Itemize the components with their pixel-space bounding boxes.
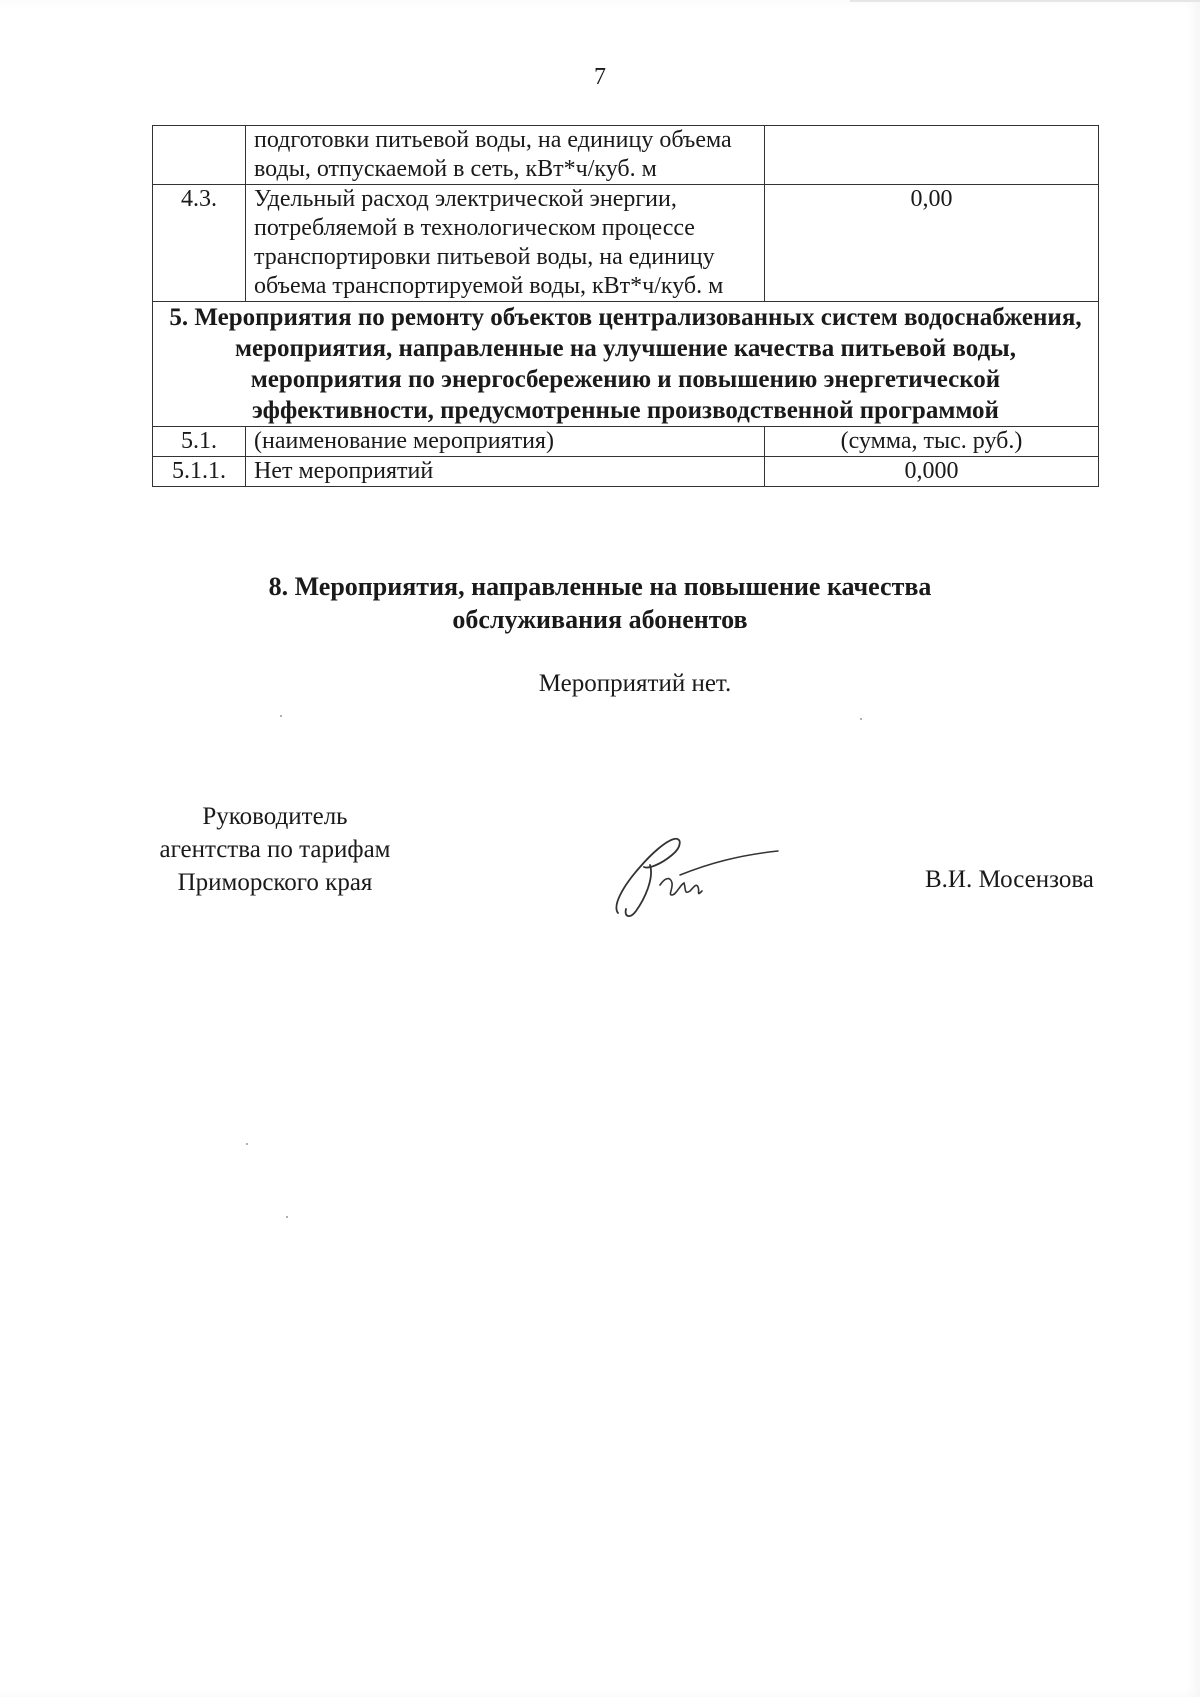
handwritten-signature-icon [610, 825, 780, 925]
position-line-2: агентства по тарифам [159, 836, 391, 863]
page-number: 7 [594, 64, 606, 90]
section-header-row [153, 302, 1099, 427]
row-description: подготовки питьевой воды, на единицу объема воды, отпускаемой в сеть, кВт*ч/куб. м [246, 126, 765, 185]
scan-speck [280, 715, 282, 717]
row-description: Нет мероприятий [246, 457, 765, 487]
section-8-title-line-1: 8. Мероприятия, направленные на повышение качества [268, 572, 932, 601]
section-8-title-line-2: обслуживания абонентов [452, 605, 748, 634]
table-row [153, 427, 1099, 457]
row-number: 5.1. [153, 427, 246, 457]
scan-speck [860, 718, 862, 720]
position-line-3: Приморского края [177, 869, 373, 896]
table-row [153, 185, 1099, 302]
row-value: 0,000 [765, 457, 1099, 487]
scan-speck [286, 1216, 288, 1218]
scan-speck [246, 1143, 248, 1145]
table-row [153, 126, 1099, 185]
row-description: (наименование мероприятия) [246, 427, 765, 457]
position-line-1: Руководитель [202, 803, 348, 830]
production-program-table [152, 125, 1099, 487]
row-value [765, 126, 1099, 185]
signatory-name: В.И. Мосензова [925, 866, 1094, 893]
scan-edge [850, 0, 1200, 2]
row-value: (сумма, тыс. руб.) [765, 427, 1099, 457]
row-description: Удельный расход электрической энергии, потребляемой в технологическом процессе транспортировки питьевой воды, на единицу объема транспортируемой воды, кВт*ч/куб. м [246, 185, 765, 302]
section-8-body: Мероприятий нет. [538, 670, 732, 697]
row-number [153, 126, 246, 185]
section-8-title [0, 570, 1200, 636]
row-value: 0,00 [765, 185, 1099, 302]
signatory-position [130, 800, 420, 899]
row-number: 5.1.1. [153, 457, 246, 487]
row-number: 4.3. [153, 185, 246, 302]
table-row [153, 457, 1099, 487]
section-5-title: 5. Мероприятия по ремонту объектов централизованных систем водоснабжения, мероприятия, направленные на улучшение качества питьевой воды, мероприятия по энергосбережению и повышению энергетической эффективности, предусмотренные производственной программой [153, 302, 1099, 427]
